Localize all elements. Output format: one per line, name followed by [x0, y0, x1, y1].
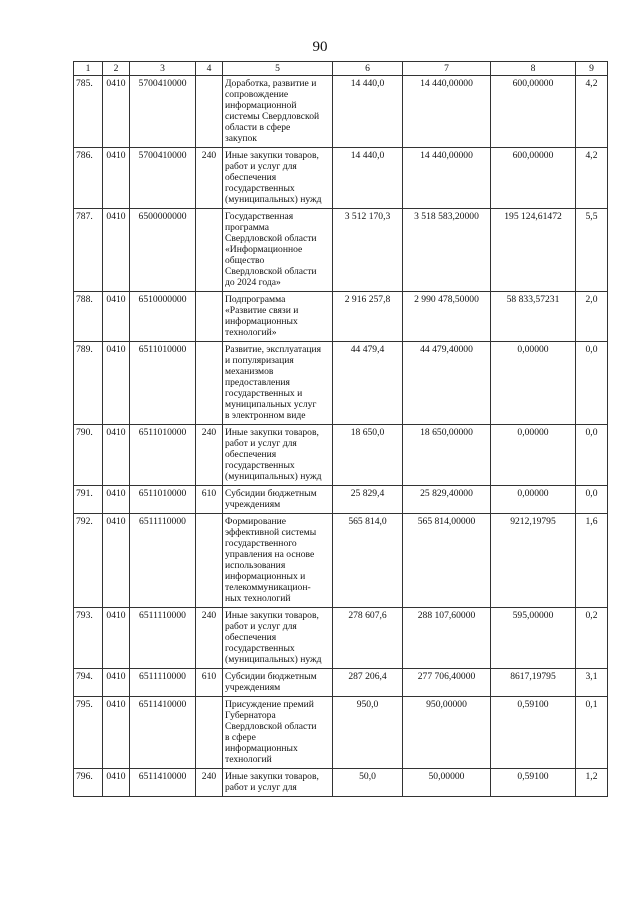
value-col-6: 278 607,6 [333, 608, 403, 669]
target-code: 6511110000 [130, 514, 196, 608]
section-code: 0410 [103, 425, 130, 486]
value-col-6: 25 829,4 [333, 486, 403, 514]
value-col-7: 565 814,00000 [403, 514, 491, 608]
item-name: Присуждение премий Губернатора Свердловской области в сфере информационных технологий [223, 697, 333, 769]
section-code: 0410 [103, 697, 130, 769]
value-col-7: 950,00000 [403, 697, 491, 769]
value-col-8: 8617,19795 [491, 669, 576, 697]
target-code: 5700410000 [130, 76, 196, 148]
item-name: Доработка, развитие и сопровождение информационной системы Свердловской области в сфере закупок [223, 76, 333, 148]
table-row [74, 148, 608, 209]
expense-type-code: 610 [196, 486, 223, 514]
row-number: 790. [74, 425, 103, 486]
value-col-7: 288 107,60000 [403, 608, 491, 669]
table-row [74, 669, 608, 697]
item-name: Государственная программа Свердловской области «Информационное общество Свердловской области до 2024 года» [223, 209, 333, 292]
section-code: 0410 [103, 76, 130, 148]
target-code: 6511010000 [130, 425, 196, 486]
value-col-9: 1,6 [576, 514, 608, 608]
value-col-8: 0,59100 [491, 697, 576, 769]
row-number: 788. [74, 292, 103, 342]
value-col-9: 2,0 [576, 292, 608, 342]
value-col-8: 58 833,57231 [491, 292, 576, 342]
value-col-9: 0,0 [576, 425, 608, 486]
value-col-6: 2 916 257,8 [333, 292, 403, 342]
section-code: 0410 [103, 148, 130, 209]
row-number: 785. [74, 76, 103, 148]
column-header: 9 [576, 62, 608, 76]
value-col-9: 1,2 [576, 769, 608, 797]
value-col-8: 9212,19795 [491, 514, 576, 608]
value-col-7: 277 706,40000 [403, 669, 491, 697]
value-col-9: 0,0 [576, 342, 608, 425]
value-col-7: 14 440,00000 [403, 148, 491, 209]
value-col-9: 3,1 [576, 669, 608, 697]
value-col-6: 565 814,0 [333, 514, 403, 608]
value-col-9: 5,5 [576, 209, 608, 292]
column-header: 7 [403, 62, 491, 76]
table-row [74, 769, 608, 797]
target-code: 5700410000 [130, 148, 196, 209]
table-row [74, 292, 608, 342]
expense-type-code: 240 [196, 148, 223, 209]
value-col-7: 18 650,00000 [403, 425, 491, 486]
section-code: 0410 [103, 292, 130, 342]
value-col-7: 2 990 478,50000 [403, 292, 491, 342]
header-row [74, 62, 608, 76]
expense-type-code: 610 [196, 669, 223, 697]
page-number: 90 [312, 39, 328, 55]
value-col-9: 0,0 [576, 486, 608, 514]
value-col-8: 600,00000 [491, 148, 576, 209]
column-header: 2 [103, 62, 130, 76]
value-col-8: 0,00000 [491, 486, 576, 514]
value-col-9: 4,2 [576, 76, 608, 148]
value-col-9: 4,2 [576, 148, 608, 209]
expense-type-code: 240 [196, 769, 223, 797]
expense-type-code [196, 342, 223, 425]
table-row [74, 514, 608, 608]
row-number: 791. [74, 486, 103, 514]
value-col-7: 25 829,40000 [403, 486, 491, 514]
expense-type-code [196, 76, 223, 148]
column-header: 3 [130, 62, 196, 76]
value-col-6: 950,0 [333, 697, 403, 769]
value-col-6: 14 440,0 [333, 148, 403, 209]
target-code: 6511110000 [130, 669, 196, 697]
section-code: 0410 [103, 608, 130, 669]
section-code: 0410 [103, 486, 130, 514]
value-col-7: 14 440,00000 [403, 76, 491, 148]
table-row [74, 486, 608, 514]
target-code: 6511010000 [130, 486, 196, 514]
target-code: 6511110000 [130, 608, 196, 669]
budget-table [73, 61, 608, 797]
item-name: Субсидии бюджетным учреждениям [223, 669, 333, 697]
value-col-8: 0,00000 [491, 342, 576, 425]
row-number: 789. [74, 342, 103, 425]
row-number: 787. [74, 209, 103, 292]
value-col-9: 0,2 [576, 608, 608, 669]
table-row [74, 209, 608, 292]
row-number: 796. [74, 769, 103, 797]
item-name: Формирование эффективной системы государственного управления на основе использования информационных и телекоммуникацион- ных технологий [223, 514, 333, 608]
value-col-6: 287 206,4 [333, 669, 403, 697]
table-row [74, 697, 608, 769]
section-code: 0410 [103, 209, 130, 292]
target-code: 6511410000 [130, 769, 196, 797]
item-name: Подпрограмма «Развитие связи и информационных технологий» [223, 292, 333, 342]
target-code: 6511010000 [130, 342, 196, 425]
section-code: 0410 [103, 769, 130, 797]
target-code: 6511410000 [130, 697, 196, 769]
row-number: 792. [74, 514, 103, 608]
item-name: Иные закупки товаров, работ и услуг для обеспечения государственных (муниципальных) нужд [223, 425, 333, 486]
column-header: 4 [196, 62, 223, 76]
target-code: 6510000000 [130, 292, 196, 342]
section-code: 0410 [103, 669, 130, 697]
section-code: 0410 [103, 514, 130, 608]
expense-type-code: 240 [196, 608, 223, 669]
column-header: 1 [74, 62, 103, 76]
row-number: 795. [74, 697, 103, 769]
item-name: Иные закупки товаров, работ и услуг для обеспечения государственных (муниципальных) нужд [223, 608, 333, 669]
table-row [74, 76, 608, 148]
expense-type-code [196, 697, 223, 769]
expense-type-code [196, 209, 223, 292]
column-header: 5 [223, 62, 333, 76]
value-col-8: 0,00000 [491, 425, 576, 486]
target-code: 6500000000 [130, 209, 196, 292]
column-header: 6 [333, 62, 403, 76]
item-name: Иные закупки товаров, работ и услуг для обеспечения государственных (муниципальных) нужд [223, 148, 333, 209]
table-row [74, 425, 608, 486]
value-col-6: 3 512 170,3 [333, 209, 403, 292]
value-col-8: 595,00000 [491, 608, 576, 669]
item-name: Развитие, эксплуатация и популяризация механизмов предоставления государственных и муниципальных услуг в электронном виде [223, 342, 333, 425]
value-col-8: 0,59100 [491, 769, 576, 797]
expense-type-code [196, 514, 223, 608]
value-col-9: 0,1 [576, 697, 608, 769]
value-col-8: 600,00000 [491, 76, 576, 148]
row-number: 786. [74, 148, 103, 209]
value-col-6: 14 440,0 [333, 76, 403, 148]
value-col-6: 50,0 [333, 769, 403, 797]
column-header: 8 [491, 62, 576, 76]
row-number: 794. [74, 669, 103, 697]
value-col-6: 18 650,0 [333, 425, 403, 486]
value-col-8: 195 124,61472 [491, 209, 576, 292]
item-name: Иные закупки товаров, работ и услуг для [223, 769, 333, 797]
value-col-6: 44 479,4 [333, 342, 403, 425]
expense-type-code: 240 [196, 425, 223, 486]
value-col-7: 44 479,40000 [403, 342, 491, 425]
value-col-7: 50,00000 [403, 769, 491, 797]
value-col-7: 3 518 583,20000 [403, 209, 491, 292]
expense-type-code [196, 292, 223, 342]
table-row [74, 342, 608, 425]
table-row [74, 608, 608, 669]
item-name: Субсидии бюджетным учреждениям [223, 486, 333, 514]
section-code: 0410 [103, 342, 130, 425]
row-number: 793. [74, 608, 103, 669]
